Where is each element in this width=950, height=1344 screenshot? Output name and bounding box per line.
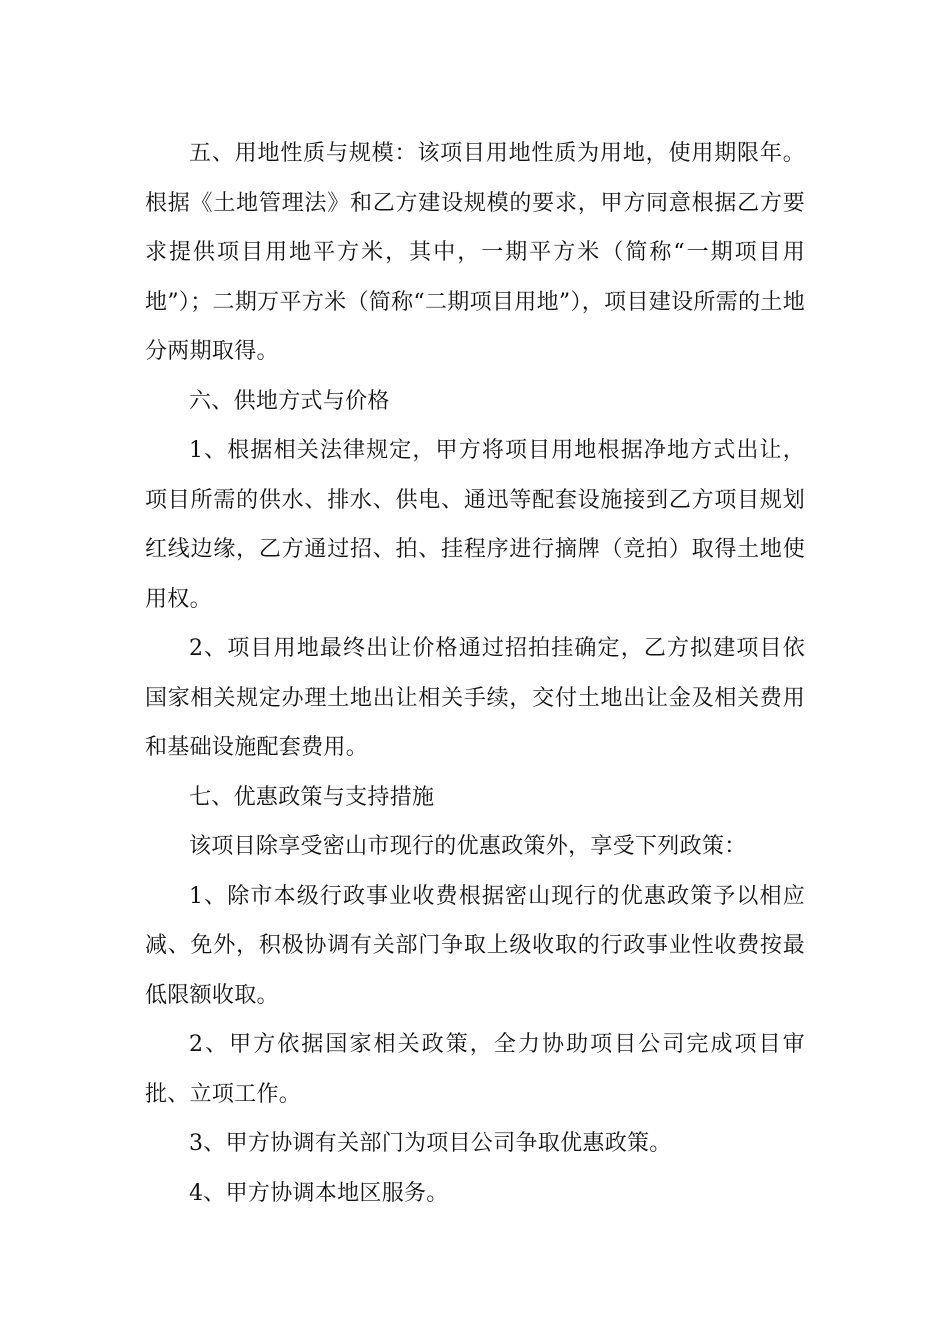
paragraph-section-six-item-1: 1、根据相关法律规定，甲方将项目用地根据净地方式出让，项目所需的供水、排水、供电、通迅等配套设施接到乙方项目规划红线边缘，乙方通过招、拍、挂程序进行摘牌（竞拍）取得土地使用权。 (145, 438, 805, 612)
document-body (145, 129, 805, 1218)
paragraph-section-five: 五、用地性质与规模：该项目用地性质为用地，使用期限年。根据《土地管理法》和乙方建设规模的要求，甲方同意根据乙方要求提供项目用地平方米，其中，一期平方米（简称“一期项目用地”）；二期万平方米（简称“二期项目用地”），项目建设所需的土地分两期取得。 (145, 141, 805, 364)
paragraph-section-seven-intro: 该项目除享受密山市现行的优惠政策外，享受下列政策： (189, 834, 747, 859)
paragraph-section-seven-item-1: 1、除市本级行政事业收费根据密山现行的优惠政策予以相应减、免外，积极协调有关部门争取上级收取的行政事业性收费按最低限额收取。 (145, 883, 805, 1008)
paragraph-section-six-item-2: 2、项目用地最终出让价格通过招拍挂确定，乙方拟建项目依国家相关规定办理土地出让相关手续，交付土地出让金及相关费用和基础设施配套费用。 (145, 636, 805, 760)
heading-section-seven: 七、优惠政策与支持措施 (189, 784, 435, 810)
paragraph-section-seven-item-3: 3、甲方协调有关部门为项目公司争取优惠政策。 (189, 1131, 672, 1156)
paragraph-section-seven-item-2: 2、甲方依据国家相关政策，全力协助项目公司完成项目审批、立项工作。 (145, 1032, 805, 1107)
paragraph-section-seven-item-4: 4、甲方协调本地区服务。 (189, 1180, 449, 1206)
heading-section-six: 六、供地方式与价格 (189, 388, 390, 414)
